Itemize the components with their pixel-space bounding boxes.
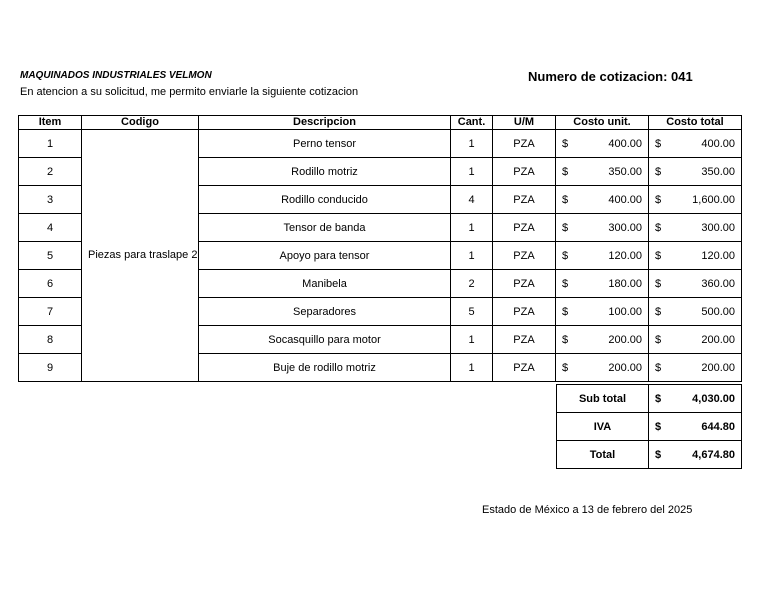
- total-cost-cell: [649, 214, 742, 242]
- currency-symbol: $: [655, 193, 662, 206]
- unit: PZA: [493, 326, 556, 354]
- unit-cost-value: 180.00: [608, 277, 642, 290]
- column-header-unit-cost: Costo unit.: [556, 116, 649, 130]
- unit-cost-cell: [556, 354, 649, 382]
- total-cell: [649, 441, 742, 469]
- unit-cost-value: 120.00: [608, 249, 642, 262]
- unit-cost-value: 300.00: [608, 221, 642, 234]
- column-header-code: Codigo: [82, 116, 199, 130]
- currency-symbol: $: [655, 165, 662, 178]
- currency-symbol: $: [655, 277, 662, 290]
- total-cost-value: 200.00: [701, 333, 735, 346]
- quantity: 1: [451, 326, 493, 354]
- unit-cost-value: 400.00: [608, 137, 642, 150]
- currency-symbol: $: [655, 392, 662, 405]
- unit-cost-cell: [556, 130, 649, 158]
- iva-row: [557, 413, 742, 441]
- item-number: 1: [19, 130, 82, 158]
- quantity: 1: [451, 354, 493, 382]
- description: Socasquillo para motor: [199, 326, 451, 354]
- unit: PZA: [493, 214, 556, 242]
- unit-cost-value: 200.00: [608, 361, 642, 374]
- total-cost-cell: [649, 354, 742, 382]
- total-cost-cell: [649, 326, 742, 354]
- currency-symbol: $: [562, 165, 569, 178]
- subtotal-row: [557, 385, 742, 413]
- currency-symbol: $: [655, 333, 662, 346]
- unit-cost-cell: [556, 186, 649, 214]
- description: Apoyo para tensor: [199, 242, 451, 270]
- item-number: 4: [19, 214, 82, 242]
- unit: PZA: [493, 186, 556, 214]
- unit-cost-cell: [556, 242, 649, 270]
- item-number: 6: [19, 270, 82, 298]
- quantity: 1: [451, 242, 493, 270]
- unit-cost-cell: [556, 270, 649, 298]
- quantity: 1: [451, 158, 493, 186]
- description: Separadores: [199, 298, 451, 326]
- column-header-total-cost: Costo total: [649, 116, 742, 130]
- column-header-quantity: Cant.: [451, 116, 493, 130]
- total-cost-cell: [649, 158, 742, 186]
- total-cost-value: 120.00: [701, 249, 735, 262]
- total-value: 4,674.80: [692, 448, 735, 461]
- description: Buje de rodillo motriz: [199, 354, 451, 382]
- subtotal-label: Sub total: [557, 385, 649, 413]
- subtotal-cell: [649, 385, 742, 413]
- total-cost-cell: [649, 298, 742, 326]
- unit: PZA: [493, 242, 556, 270]
- item-number: 5: [19, 242, 82, 270]
- item-number: 2: [19, 158, 82, 186]
- intro-text: En atencion a su solicitud, me permito enviarle la siguiente cotizacion: [20, 86, 359, 98]
- table-row: [19, 130, 742, 158]
- currency-symbol: $: [655, 137, 662, 150]
- total-cost-value: 1,600.00: [692, 193, 735, 206]
- unit-cost-value: 100.00: [608, 305, 642, 318]
- unit: PZA: [493, 130, 556, 158]
- currency-symbol: $: [562, 333, 569, 346]
- unit: PZA: [493, 298, 556, 326]
- currency-symbol: $: [562, 361, 569, 374]
- total-cost-cell: [649, 242, 742, 270]
- date-line: Estado de México a 13 de febrero del 2025: [482, 504, 693, 516]
- quantity: 1: [451, 214, 493, 242]
- total-label: Total: [557, 441, 649, 469]
- currency-symbol: $: [562, 305, 569, 318]
- currency-symbol: $: [655, 221, 662, 234]
- unit: PZA: [493, 158, 556, 186]
- description: Manibela: [199, 270, 451, 298]
- currency-symbol: $: [655, 249, 662, 262]
- currency-symbol: $: [562, 221, 569, 234]
- total-cost-value: 300.00: [701, 221, 735, 234]
- currency-symbol: $: [562, 249, 569, 262]
- total-cost-value: 350.00: [701, 165, 735, 178]
- company-name: MAQUINADOS INDUSTRIALES VELMON: [20, 70, 212, 81]
- quantity: 4: [451, 186, 493, 214]
- iva-cell: [649, 413, 742, 441]
- iva-value: 644.80: [701, 420, 735, 433]
- column-header-unit: U/M: [493, 116, 556, 130]
- column-header-item: Item: [19, 116, 82, 130]
- total-cost-cell: [649, 130, 742, 158]
- total-cost-cell: [649, 270, 742, 298]
- table-header-row: [19, 116, 742, 130]
- unit-cost-cell: [556, 326, 649, 354]
- description: Rodillo motriz: [199, 158, 451, 186]
- currency-symbol: $: [562, 137, 569, 150]
- quote-table: [18, 115, 742, 382]
- item-number: 9: [19, 354, 82, 382]
- code-cell: Piezas para traslape 2: [82, 130, 199, 382]
- description: Perno tensor: [199, 130, 451, 158]
- currency-symbol: $: [655, 448, 662, 461]
- total-cost-cell: [649, 186, 742, 214]
- unit-cost-cell: [556, 214, 649, 242]
- iva-label: IVA: [557, 413, 649, 441]
- item-number: 8: [19, 326, 82, 354]
- description: Tensor de banda: [199, 214, 451, 242]
- quantity: 5: [451, 298, 493, 326]
- column-header-description: Descripcion: [199, 116, 451, 130]
- total-row: [557, 441, 742, 469]
- currency-symbol: $: [562, 193, 569, 206]
- unit: PZA: [493, 270, 556, 298]
- currency-symbol: $: [655, 420, 662, 433]
- unit-cost-cell: [556, 158, 649, 186]
- subtotal-value: 4,030.00: [692, 392, 735, 405]
- total-cost-value: 400.00: [701, 137, 735, 150]
- total-cost-value: 500.00: [701, 305, 735, 318]
- unit: PZA: [493, 354, 556, 382]
- item-number: 7: [19, 298, 82, 326]
- unit-cost-value: 350.00: [608, 165, 642, 178]
- total-cost-value: 200.00: [701, 361, 735, 374]
- quote-number: Numero de cotizacion: 041: [528, 69, 693, 84]
- unit-cost-value: 200.00: [608, 333, 642, 346]
- quantity: 1: [451, 130, 493, 158]
- item-number: 3: [19, 186, 82, 214]
- total-cost-value: 360.00: [701, 277, 735, 290]
- totals-table: [556, 384, 742, 469]
- currency-symbol: $: [655, 361, 662, 374]
- currency-symbol: $: [562, 277, 569, 290]
- unit-cost-value: 400.00: [608, 193, 642, 206]
- unit-cost-cell: [556, 298, 649, 326]
- currency-symbol: $: [655, 305, 662, 318]
- description: Rodillo conducido: [199, 186, 451, 214]
- quantity: 2: [451, 270, 493, 298]
